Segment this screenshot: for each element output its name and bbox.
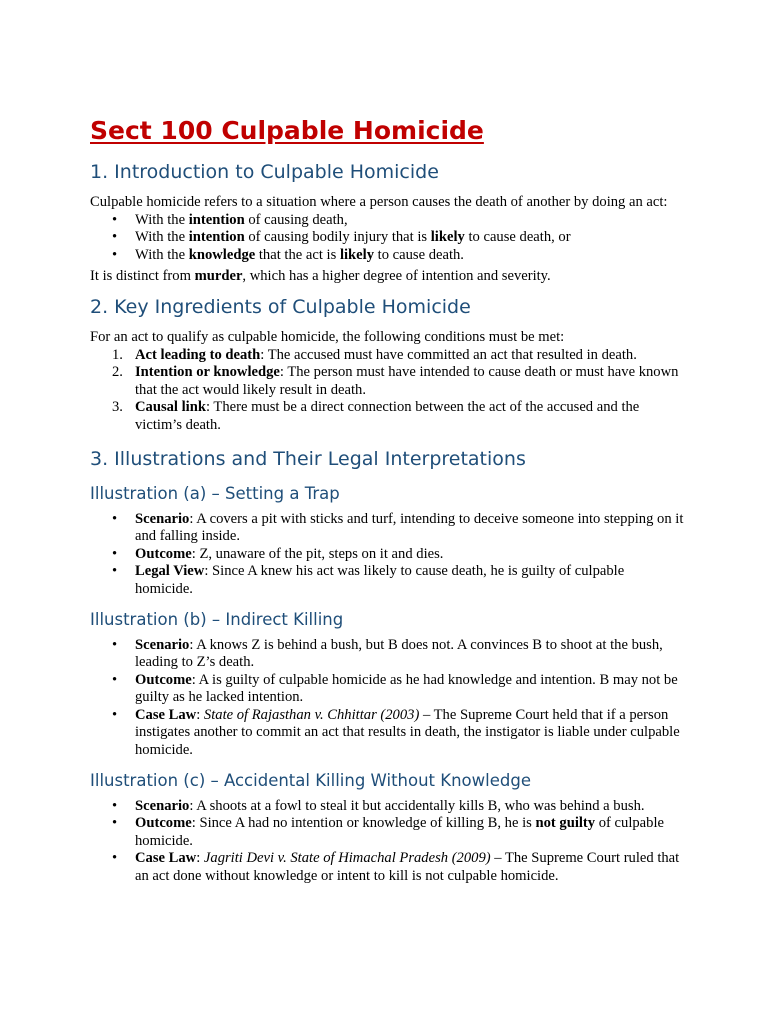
list-item: • Outcome: Z, unaware of the pit, steps on it and dies.	[90, 546, 685, 564]
distinction-paragraph: It is distinct from murder, which has a higher degree of intention and severity.	[90, 268, 551, 285]
list-item: • Legal View: Since A knew his act was likely to cause death, he is guilty of culpable homicide.	[90, 563, 685, 598]
list-item: • Scenario: A shoots at a fowl to steal it but accidentally kills B, who was behind a bush.	[90, 798, 685, 816]
illustration-c-heading: Illustration (c) – Accidental Killing Without Knowledge	[90, 770, 531, 790]
list-item: • Case Law: State of Rajasthan v. Chhittar (2003) – The Supreme Court held that if a person instigates another to commit an act that results in death, the instigator is liable under culpable homicide.	[90, 707, 685, 760]
illustration-b-list	[90, 637, 685, 760]
section-heading-introduction: 1. Introduction to Culpable Homicide	[90, 161, 439, 183]
list-item: 2. Intention or knowledge: The person must have intended to cause death or must have known that the act would likely result in death.	[112, 364, 679, 398]
document-title: Sect 100 Culpable Homicide	[90, 116, 484, 145]
list-item: • Outcome: Since A had no intention or knowledge of killing B, he is not guilty of culpable homicide.	[90, 815, 685, 850]
intro-list	[90, 212, 685, 265]
list-item: • Outcome: A is guilty of culpable homicide as he had knowledge and intention. B may not be guilty as he lacked intention.	[90, 672, 685, 707]
list-item: • With the intention of causing bodily injury that is likely to cause death, or	[90, 229, 685, 247]
list-item: • With the intention of causing death,	[90, 212, 685, 230]
illustration-a-heading: Illustration (a) – Setting a Trap	[90, 483, 340, 503]
intro-paragraph: Culpable homicide refers to a situation where a person causes the death of another by doing an act:	[90, 194, 668, 210]
illustration-a-list	[90, 511, 685, 599]
section-heading-ingredients: 2. Key Ingredients of Culpable Homicide	[90, 295, 471, 318]
list-item: 3. Causal link: There must be a direct connection between the act of the accused and the victim’s death.	[112, 399, 640, 433]
illustration-b-heading: Illustration (b) – Indirect Killing	[90, 609, 344, 629]
list-item: 1. Act leading to death: The accused must have committed an act that resulted in death.	[112, 346, 637, 363]
ingredients-list	[90, 347, 685, 435]
illustration-c-list	[90, 798, 685, 886]
ingredients-intro: For an act to qualify as culpable homicide, the following conditions must be met:	[90, 328, 565, 345]
list-item: • With the knowledge that the act is likely to cause death.	[90, 247, 685, 265]
list-item: • Case Law: Jagriti Devi v. State of Himachal Pradesh (2009) – The Supreme Court ruled that an act done without knowledge or intent to kill is not culpable homicide.	[90, 850, 685, 885]
list-item: • Scenario: A knows Z is behind a bush, but B does not. A convinces B to shoot at the bush, leading to Z’s death.	[90, 637, 685, 672]
list-item: • Scenario: A covers a pit with sticks and turf, intending to deceive someone into stepping on it and falling inside.	[90, 511, 685, 546]
section-heading-illustrations: 3. Illustrations and Their Legal Interpretations	[90, 447, 526, 470]
document-body	[90, 113, 685, 886]
